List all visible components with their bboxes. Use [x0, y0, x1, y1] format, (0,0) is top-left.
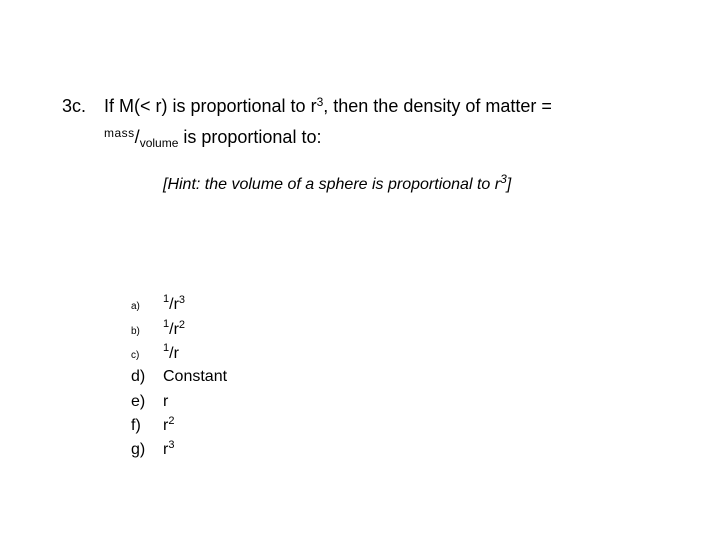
- question-text: If M(< r) is proportional to r: [104, 96, 317, 116]
- fraction-denominator: volume: [139, 136, 179, 150]
- option-base: r: [163, 417, 169, 434]
- option-value: [163, 318, 186, 338]
- option-a[interactable]: [131, 293, 186, 314]
- question-line-2: [104, 120, 321, 150]
- option-slash: /: [169, 345, 174, 362]
- option-letter: b): [131, 326, 140, 337]
- option-base: r: [173, 296, 179, 313]
- option-value: [163, 417, 174, 434]
- hint-body: [Hint: the volume of a sphere is proportional to r: [163, 176, 501, 193]
- option-g[interactable]: [131, 441, 174, 459]
- option-numerator: 1: [163, 318, 170, 330]
- option-exponent: 2: [168, 415, 175, 427]
- question-number: 3c.: [62, 96, 87, 116]
- option-value: [163, 342, 179, 362]
- option-letter: e): [131, 393, 146, 410]
- option-base: r: [173, 345, 179, 362]
- option-value: r: [163, 393, 169, 410]
- hint-close: ]: [506, 176, 512, 193]
- option-value: [163, 293, 186, 313]
- option-base: r: [163, 441, 169, 458]
- question-line-2-rest: is proportional to:: [178, 127, 322, 147]
- option-slash: /: [169, 296, 174, 313]
- option-numerator: 1: [163, 293, 170, 305]
- option-e[interactable]: [131, 393, 168, 411]
- option-value: [163, 441, 174, 458]
- option-exponent: 2: [178, 319, 186, 331]
- hint-text: [163, 172, 512, 195]
- fraction-slash: /: [134, 127, 140, 147]
- option-base: r: [173, 321, 179, 338]
- option-letter: a): [131, 301, 140, 312]
- option-f[interactable]: [131, 417, 174, 435]
- option-c[interactable]: [131, 342, 179, 363]
- option-b[interactable]: [131, 318, 186, 339]
- fraction-numerator: mass: [104, 126, 135, 140]
- option-letter: f): [131, 417, 141, 434]
- option-numerator: 1: [163, 342, 170, 354]
- hint-exponent: 3: [500, 172, 507, 186]
- option-value: Constant: [163, 368, 228, 385]
- option-letter: d): [131, 368, 146, 385]
- question-exponent: 3: [316, 95, 324, 109]
- option-exponent: 3: [168, 439, 175, 451]
- question-line-1: [104, 95, 552, 117]
- option-d[interactable]: [131, 368, 227, 386]
- question-text-rest: , then the density of matter =: [323, 96, 552, 116]
- option-exponent: 3: [178, 294, 186, 306]
- option-slash: /: [169, 321, 174, 338]
- option-letter: g): [131, 441, 146, 458]
- option-letter: c): [131, 350, 140, 361]
